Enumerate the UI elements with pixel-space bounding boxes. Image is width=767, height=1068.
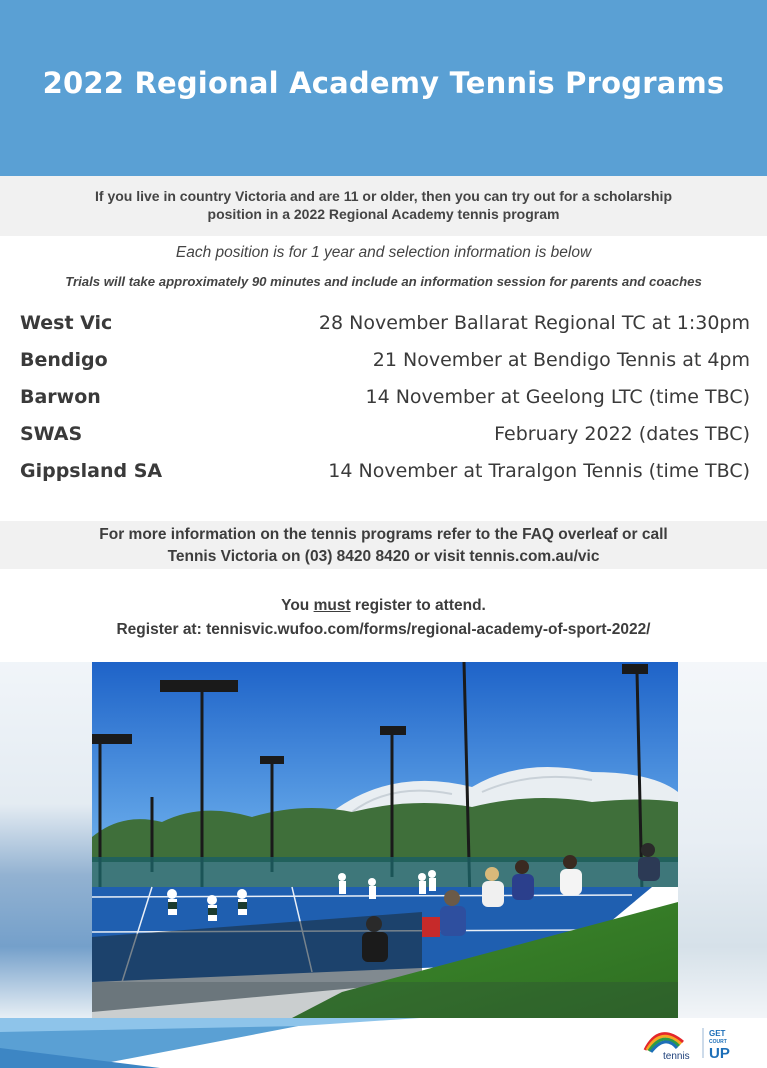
campaign-get: GET — [709, 1029, 726, 1038]
photo-fade-right — [678, 662, 767, 1018]
tennis-court-photo — [92, 662, 678, 1018]
register-notice — [0, 594, 767, 642]
register-link[interactable]: Register at: tennisvic.wufoo.com/forms/regional-academy-of-sport-2022/ — [116, 621, 651, 638]
trial-schedule — [20, 312, 750, 497]
trial-detail: 28 November Ballarat Regional TC at 1:30pm — [318, 312, 750, 334]
trial-detail-rest: 2022 (dates TBC) — [578, 423, 750, 445]
trial-detail: 14 November at Geelong LTC (time TBC) — [365, 386, 750, 408]
schedule-row — [20, 423, 750, 460]
region-name: West Vic — [20, 312, 113, 334]
intro-band — [0, 176, 767, 236]
region-name: Gippsland SA — [20, 460, 163, 482]
region-name: Bendigo — [20, 349, 108, 371]
tennis-australia-logo — [641, 1024, 756, 1062]
position-note: Each position is for 1 year and selection information is below — [175, 244, 592, 261]
campaign-up: UP — [709, 1045, 730, 1062]
trials-note: Trials will take approximately 90 minutes and include an information session for parents and coaches — [65, 274, 702, 289]
register-must: must — [313, 597, 351, 614]
page-title: 2022 Regional Academy Tennis Programs — [42, 66, 725, 100]
photo-fade-left — [0, 662, 92, 1018]
trial-detail — [494, 423, 750, 445]
trial-detail: 21 November at Bendigo Tennis at 4pm — [372, 349, 750, 371]
schedule-row — [20, 386, 750, 423]
trial-detail: 14 November at Traralgon Tennis (time TBC) — [328, 460, 750, 482]
logo-icon — [641, 1024, 756, 1062]
schedule-row — [20, 312, 750, 349]
intro-line-2: position in a 2022 Regional Academy tennis program — [207, 206, 560, 222]
register-line-1 — [0, 594, 767, 618]
more-info-line-1: For more information on the tennis programs refer to the FAQ overleaf or call — [99, 526, 668, 543]
schedule-row — [20, 349, 750, 386]
schedule-row — [20, 460, 750, 497]
tennis-wordmark: tennis — [663, 1051, 690, 1062]
register-suffix: register to attend. — [350, 597, 486, 614]
more-info-band — [0, 521, 767, 569]
region-name: SWAS — [20, 423, 83, 445]
register-prefix: You — [281, 597, 314, 614]
region-name: Barwon — [20, 386, 101, 408]
trial-detail-month: February — [494, 423, 579, 445]
header-banner — [0, 0, 767, 176]
intro-line-1: If you live in country Victoria and are 11 or older, then you can try out for a scholarship — [95, 188, 672, 204]
tennis-court-illustration — [92, 662, 678, 1018]
campaign-court: COURT — [709, 1039, 727, 1045]
more-info-line-2: Tennis Victoria on (03) 8420 8420 or visit tennis.com.au/vic — [167, 548, 600, 565]
